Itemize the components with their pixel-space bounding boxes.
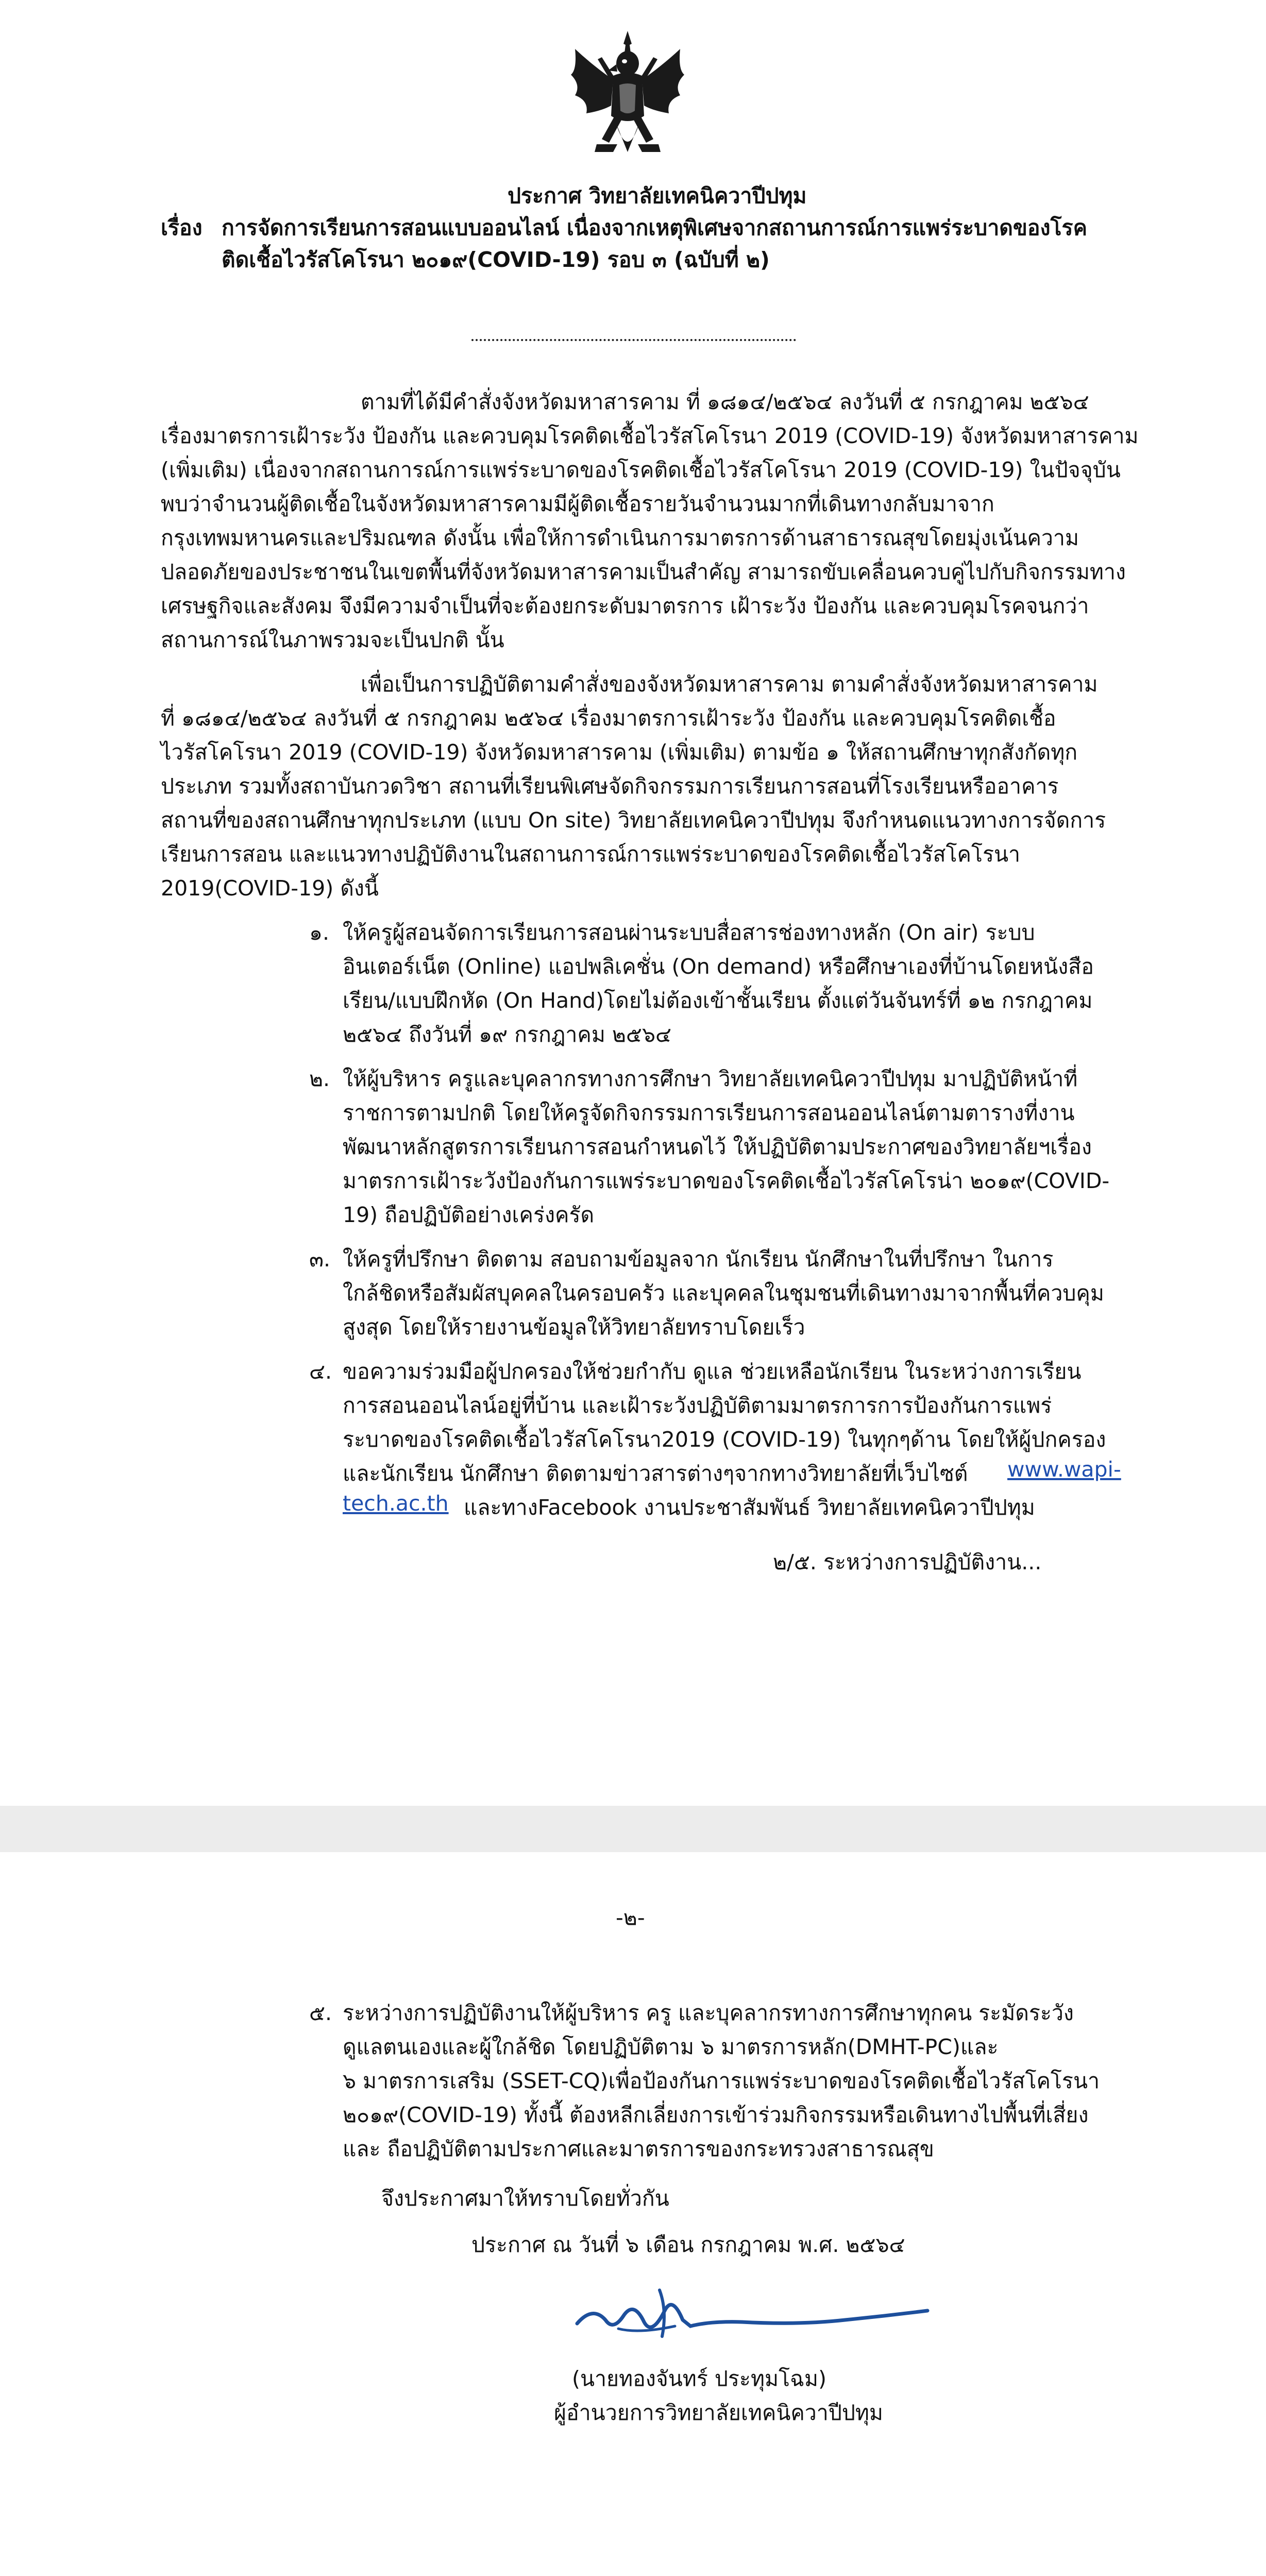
item-line: ราชการตามปกติ โดยให้ครูจัดกิจกรรมการเรียนการสอนออนไลน์ตามตารางที่งาน (343, 1100, 1075, 1125)
item-line: และนักเรียน นักศึกษา ติดตามข่าวสารต่างๆจากทางวิทยาลัยที่เว็บไซต์ (343, 1461, 968, 1486)
item-line: ระหว่างการปฏิบัติงานให้ผู้บริหาร ครู และบุคลากรทางการศึกษาทุกคน ระมัดระวัง (343, 2001, 1074, 2025)
document-page-2 (0, 1852, 1266, 2576)
paragraph-line: เรื่องมาตรการเฝ้าระวัง ป้องกัน และควบคุมโรคติดเชื้อไวรัสโคโรนา 2019 (COVID-19) จังหวัดมหาสารคาม (161, 423, 1139, 448)
item-number: ๒. (309, 1066, 330, 1091)
paragraph-line: ปลอดภัยของประชาชนในเขตพื้นที่จังหวัดมหาสารคามเป็นสำคัญ สามารถขับเคลื่อนควบคู่ไปกับกิจกรรมทาง (161, 560, 1126, 584)
item-line: สูงสุด โดยให้รายงานข้อมูลให้วิทยาลัยทราบโดยเร็ว (343, 1315, 805, 1340)
paragraph-line: ไวรัสโคโรนา 2019 (COVID-19) จังหวัดมหาสารคาม (เพิ่มเติม) ตามข้อ ๑ ให้สถานศึกษาทุกสังกัดทุก (161, 740, 1078, 765)
announcement-title: ประกาศ วิทยาลัยเทคนิควาปีปทุม (508, 183, 807, 208)
paragraph-line: 2019(COVID-19) ดังนี้ (161, 876, 379, 901)
item-line: เรียน/แบบฝึกหัด (On Hand)โดยไม่ต้องเข้าชั้นเรียน ตั้งแต่วันจันทร์ที่ ๑๒ กรกฎาคม (343, 988, 1093, 1013)
announce-line: จึงประกาศมาให้ทราบโดยทั่วกัน (381, 2186, 669, 2211)
item-line: ๖ มาตรการเสริม (SSET-CQ)เพื่อป้องกันการแพร่ระบาดของโรคติดเชื้อไวรัสโคโรนา (343, 2069, 1100, 2093)
item-line: ระบาดของโรคติดเชื้อไวรัสโคโรนา2019 (COVID-19) ในทุกๆด้าน โดยให้ผู้ปกครอง (343, 1427, 1106, 1452)
garuda-emblem-icon (566, 28, 689, 165)
paragraph-line: ตามที่ได้มีคำสั่งจังหวัดมหาสารคาม ที่ ๑๘๑๔/๒๕๖๔ ลงวันที่ ๕ กรกฎาคม ๒๕๖๔ (361, 389, 1089, 414)
item-line: และ ถือปฏิบัติตามประกาศและมาตรการของกระทรวงสาธารณสุข (343, 2137, 934, 2161)
item-line: ขอความร่วมมือผู้ปกครองให้ช่วยกำกับ ดูแล ช่วยเหลือนักเรียน ในระหว่างการเรียน (343, 1359, 1082, 1384)
page-number: -๒- (616, 1905, 645, 1930)
paragraph-line: เศรษฐกิจและสังคม จึงมีความจำเป็นที่จะต้องยกระดับมาตรการ เฝ้าระวัง ป้องกัน และควบคุมโรคจนกว่า (161, 594, 1089, 618)
item-line: ๒๐๑๙(COVID-19) ทั้งนี้ ต้องหลีกเลี่ยงการเข้าร่วมกิจกรรมหรือเดินทางไปพื้นที่เสี่ยง (343, 2103, 1089, 2127)
item-line: ให้ผู้บริหาร ครูและบุคลากรทางการศึกษา วิทยาลัยเทคนิควาปีปทุม มาปฏิบัติหน้าที่ (343, 1066, 1078, 1091)
paragraph-line: (เพิ่มเติม) เนื่องจากสถานการณ์การแพร่ระบาดของโรคติดเชื้อไวรัสโคโรนา 2019 (COVID-19) ในปัจจุบัน (161, 457, 1121, 482)
subject-line-1: การจัดการเรียนการสอนแบบออนไลน์ เนื่องจากเหตุพิเศษจากสถานการณ์การแพร่ระบาดของโรค (222, 215, 1087, 240)
item-line: ใกล้ชิดหรือสัมผัสบุคคลในครอบครัว และบุคคลในชุมชนที่เดินทางมาจากพื้นที่ควบคุม (343, 1281, 1104, 1306)
item-line: อินเตอร์เน็ต (Online) แอปพลิเคชั่น (On demand) หรือศึกษาเองที่บ้านโดยหนังสือ (343, 954, 1094, 979)
item-line: 19) ถือปฏิบัติอย่างเคร่งครัด (343, 1202, 595, 1227)
date-line: ประกาศ ณ วันที่ ๖ เดือน กรกฎาคม พ.ศ. ๒๕๖๔ (471, 2232, 905, 2257)
item-line: ดูแลตนเองและผู้ใกล้ชิด โดยปฏิบัติตาม ๖ มาตรการหลัก(DMHT-PC)และ (343, 2035, 999, 2059)
item-number: ๕. (309, 2001, 332, 2025)
paragraph-line: สถานการณ์ในภาพรวมจะเป็นปกติ นั้น (161, 628, 504, 652)
paragraph-line: สถานที่ของสถานศึกษาทุกประเภท (แบบ On site) วิทยาลัยเทคนิควาปีปทุม จึงกำหนดแนวทางการจัดการ (161, 808, 1106, 833)
paragraph-line: พบว่าจำนวนผู้ติดเชื้อในจังหวัดมหาสารคามมีผู้ติดเชื้อรายวันจำนวนมากที่เดินทางกลับมาจาก (161, 492, 994, 516)
item-line: ให้ครูที่ปรึกษา ติดตาม สอบถามข้อมูลจาก นักเรียน นักศึกษาในที่ปรึกษา ในการ (343, 1247, 1054, 1272)
signature-icon (556, 2275, 948, 2352)
signer-title: ผู้อำนวยการวิทยาลัยเทคนิควาปีปทุม (554, 2400, 883, 2425)
item-line: ให้ครูผู้สอนจัดการเรียนการสอนผ่านระบบสื่อสารช่องทางหลัก (On air) ระบบ (343, 920, 1035, 945)
item-number: ๓. (309, 1247, 331, 1272)
continuation-note: ๒/๕. ระหว่างการปฏิบัติงาน... (773, 1550, 1042, 1574)
paragraph-line: เรียนการสอน และแนวทางปฏิบัติงานในสถานการณ์การแพร่ระบาดของโรคติดเชื้อไวรัสโคโรนา (161, 842, 1021, 867)
header-divider (471, 339, 796, 341)
item-number: ๔. (309, 1359, 332, 1384)
item-line: และทางFacebook งานประชาสัมพันธ์ วิทยาลัยเทคนิควาปีปทุม (464, 1495, 1035, 1520)
paragraph-line: ที่ ๑๘๑๔/๒๕๖๔ ลงวันที่ ๕ กรกฎาคม ๒๕๖๔ เรื่องมาตรการเฝ้าระวัง ป้องกัน และควบคุมโรคติดเชื้อ (161, 706, 1056, 731)
subject-label: เรื่อง (161, 215, 202, 240)
paragraph-line: ประเภท รวมทั้งสถาบันกวดวิชา สถานที่เรียนพิเศษจัดกิจกรรมการเรียนการสอนที่โรงเรียนหรืออาคาร (161, 774, 1059, 799)
item-line: การสอนออนไลน์อยู่ที่บ้าน และเฝ้าระวังปฏิบัติตามมาตรการการป้องกันการแพร่ (343, 1393, 1052, 1418)
paragraph-line: กรุงเทพมหานครและปริมณฑล ดังนั้น เพื่อให้การดำเนินการมาตรการด้านสาธารณสุขโดยมุ่งเน้นความ (161, 526, 1079, 550)
website-link-continued[interactable]: tech.ac.th (343, 1491, 449, 1516)
item-line: ๒๕๖๔ ถึงวันที่ ๑๙ กรกฎาคม ๒๕๖๔ (343, 1022, 672, 1047)
signer-name: (นายทองจันทร์ ประทุมโฉม) (572, 2366, 826, 2391)
item-line: พัฒนาหลักสูตรการเรียนการสอนกำหนดไว้ ให้ปฏิบัติตามประกาศของวิทยาลัยฯเรื่อง (343, 1134, 1092, 1159)
website-link[interactable]: www.wapi- (1007, 1457, 1121, 1482)
item-number: ๑. (309, 920, 330, 945)
item-line: มาตรการเฝ้าระวังป้องกันการแพร่ระบาดของโรคติดเชื้อไวรัสโคโรน่า ๒๐๑๙(COVID- (343, 1168, 1110, 1193)
paragraph-line: เพื่อเป็นการปฏิบัติตามคำสั่งของจังหวัดมหาสารคาม ตามคำสั่งจังหวัดมหาสารคาม (361, 672, 1098, 697)
subject-line-2: ติดเชื้อไวรัสโคโรนา ๒๐๑๙(COVID-19) รอบ ๓ (ฉบับที่ ๒) (222, 247, 770, 272)
